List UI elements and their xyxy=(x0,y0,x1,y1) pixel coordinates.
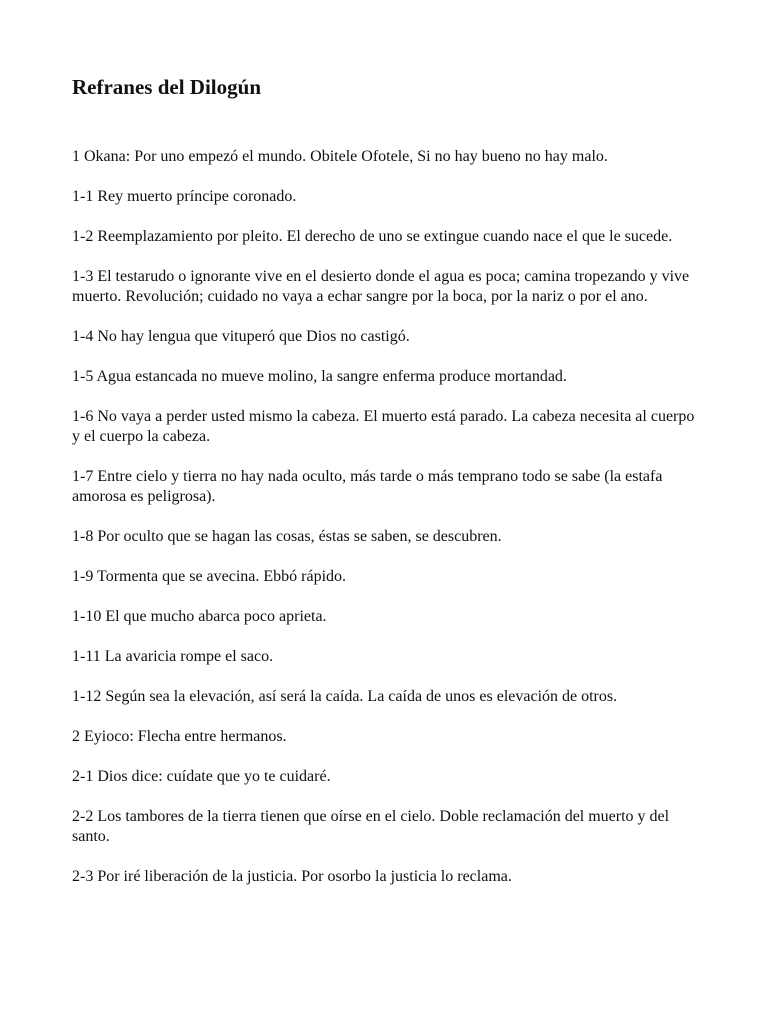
proverb-entry: 1-3 El testarudo o ignorante vive en el desierto donde el agua es poca; camina tropezando y vive muerto. Revolución; cuidado no vaya a echar sangre por la boca, por la nariz o por el ano. xyxy=(72,268,690,305)
proverb-entry: 1-12 Según sea la elevación, así será la caída. La caída de unos es elevación de otros. xyxy=(72,688,618,705)
proverb-list xyxy=(72,147,702,907)
proverb-entry: 1-4 No hay lengua que vituperó que Dios no castigó. xyxy=(72,328,410,345)
proverb-entry: 1-11 La avaricia rompe el saco. xyxy=(72,648,274,665)
proverb-entry: 1-2 Reemplazamiento por pleito. El derecho de uno se extingue cuando nace el que le sucede. xyxy=(72,228,673,245)
proverb-entry: 1-6 No vaya a perder usted mismo la cabeza. El muerto está parado. La cabeza necesita al cuerpo y el cuerpo la cabeza. xyxy=(72,408,695,445)
proverb-entry: 1-5 Agua estancada no mueve molino, la sangre enferma produce mortandad. xyxy=(72,368,567,385)
proverb-entry: 1-10 El que mucho abarca poco aprieta. xyxy=(72,608,327,625)
proverb-entry: 2 Eyioco: Flecha entre hermanos. xyxy=(72,728,287,745)
proverb-entry: 2-2 Los tambores de la tierra tienen que oírse en el cielo. Doble reclamación del muerto y del santo. xyxy=(72,808,670,845)
proverb-entry: 1-1 Rey muerto príncipe coronado. xyxy=(72,188,297,205)
proverb-entry: 2-3 Por iré liberación de la justicia. Por osorbo la justicia lo reclama. xyxy=(72,868,512,885)
proverb-entry: 1-7 Entre cielo y tierra no hay nada oculto, más tarde o más temprano todo se sabe (la estafa amorosa es peligrosa). xyxy=(72,468,663,505)
document-title: Refranes del Dilogún xyxy=(72,75,261,99)
proverb-entry: 1-8 Por oculto que se hagan las cosas, éstas se saben, se descubren. xyxy=(72,528,502,545)
proverb-entry: 1-9 Tormenta que se avecina. Ebbó rápido. xyxy=(72,568,347,585)
proverb-entry: 2-1 Dios dice: cuídate que yo te cuidaré. xyxy=(72,768,331,785)
proverb-entry: 1 Okana: Por uno empezó el mundo. Obitele Ofotele, Si no hay bueno no hay malo. xyxy=(72,148,608,165)
